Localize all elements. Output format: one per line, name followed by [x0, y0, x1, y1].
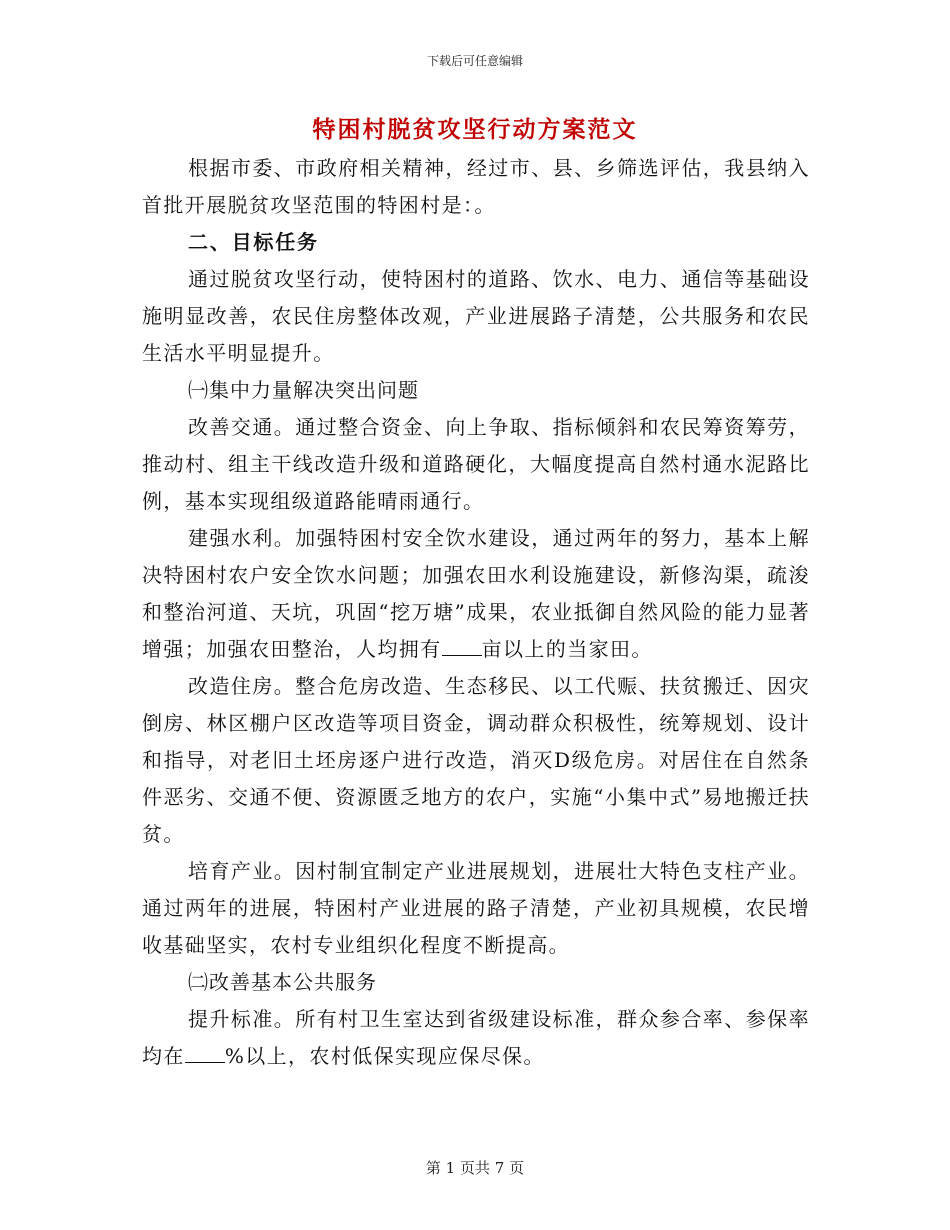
blank-field	[442, 633, 482, 656]
paragraph-transport: 改善交通。通过整合资金、向上争取、指标倾斜和农民筹资筹劳，推动村、组主干线改造升级和道路硬化，大幅度提高自然村通水泥路比例，基本实现组级道路能晴雨通行。	[142, 415, 810, 513]
paragraph-water-text: 建强水利。加强特困村安全饮水建设，通过两年的努力，基本上解决特困村农户安全饮水问题；加强农田水利设施建设，新修沟渠，疏浚和整治河道、天坑，巩固“挖万塘”成果，农业抵御自然风险的能力显著增强；加强农田整治，人均拥有	[142, 526, 810, 661]
paragraph-intro: 根据市委、市政府相关精神，经过市、县、乡筛选评估，我县纳入首批开展脱贫攻坚范围的特困村是：。	[142, 156, 810, 217]
paragraph-standards	[142, 1001, 810, 1075]
paragraph-goals: 通过脱贫攻坚行动，使特困村的道路、饮水、电力、通信等基础设施明显改善，农民住房整体改观，产业进展路子清楚，公共服务和农民生活水平明显提升。	[142, 267, 810, 365]
section-heading-goals: 二、目标任务	[188, 230, 319, 254]
paragraph-water-tail: 亩以上的当家田。	[481, 637, 653, 661]
page-header-note: 下载后可任意编辑	[426, 54, 523, 68]
document-title: 特困村脱贫攻坚行动方案范文	[312, 116, 638, 143]
paragraph-water	[142, 520, 810, 668]
subheading-public-services: ㈡改善基本公共服务	[188, 970, 377, 994]
blank-field	[185, 1040, 225, 1063]
subheading-problems: ㈠集中力量解决突出问题	[188, 378, 419, 402]
page-footer-number: 第 1 页共 7 页	[425, 1159, 525, 1177]
paragraph-standards-text: 提升标准。所有村卫生室达到省级建设标准，群众参合率、参保率均在	[142, 1007, 810, 1068]
document-body	[142, 150, 810, 1075]
paragraph-standards-tail: %以上，农村低保实现应保尽保。	[224, 1044, 545, 1068]
paragraph-industry: 培育产业。因村制宜制定产业进展规划，进展壮大特色支柱产业。通过两年的进展，特困村产业进展的路子清楚，产业初具规模，农民增收基础坚实，农村专业组织化程度不断提高。	[142, 859, 810, 957]
paragraph-housing: 改造住房。整合危房改造、生态移民、以工代赈、扶贫搬迁、因灾倒房、林区棚户区改造等项目资金，调动群众积极性，统筹规划、设计和指导，对老旧土坯房逐户进行改造，消灭D级危房。对居住在自然条件恶劣、交通不便、资源匮乏地方的农户，实施“小集中式”易地搬迁扶贫。	[142, 674, 810, 846]
